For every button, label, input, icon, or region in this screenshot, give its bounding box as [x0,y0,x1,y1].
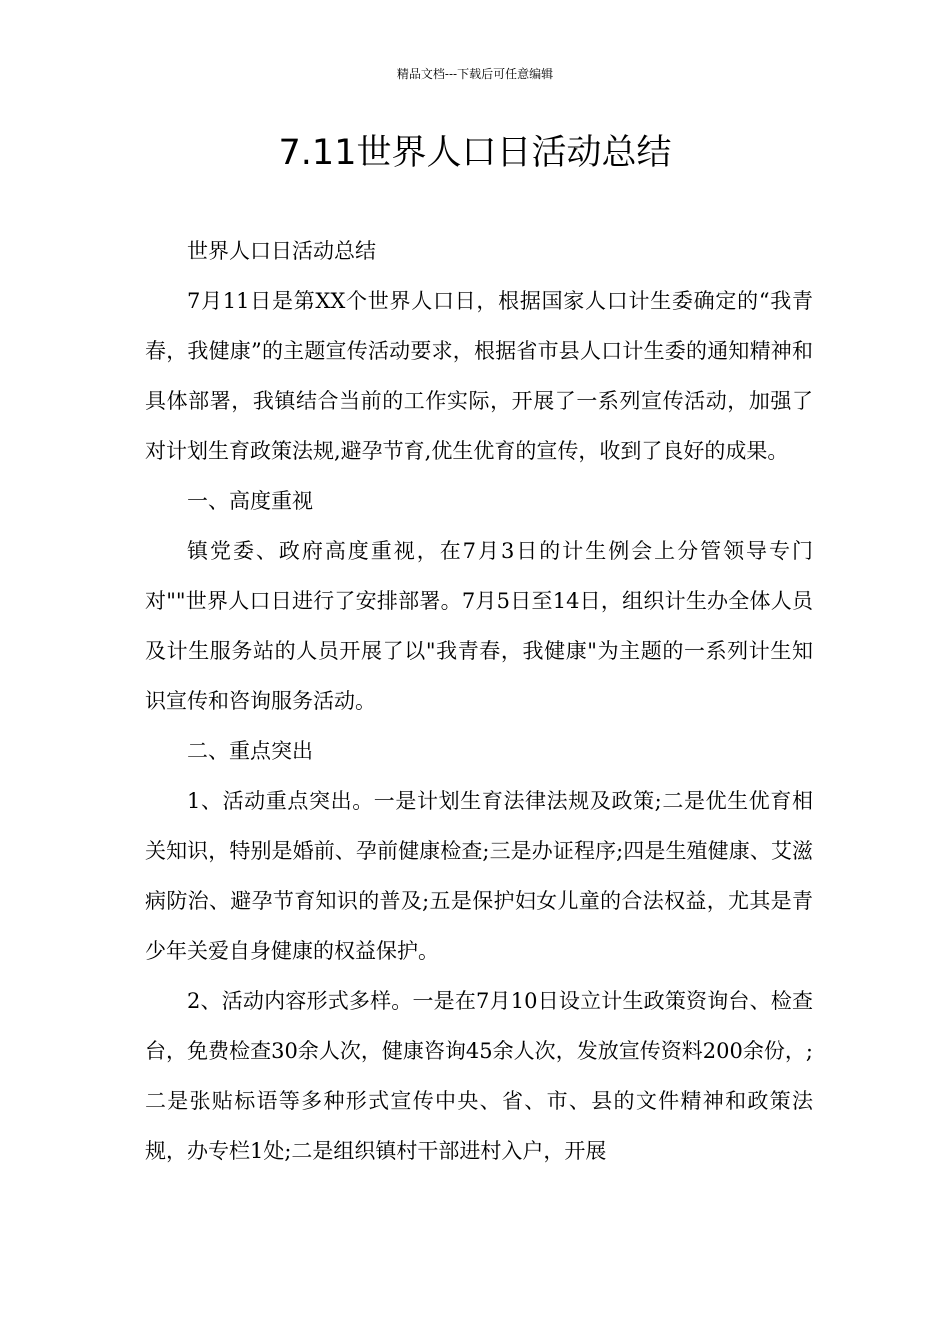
document-title: 7.11世界人口日活动总结 [278,133,672,173]
paragraph-item-1: 1、活动重点突出。一是计划生育法律法规及政策;二是优生优育相关知识，特别是婚前、孕前健康检查;三是办证程序;四是生殖健康、艾滋病防治、避孕节育知识的普及;五是保护妇女儿童的合法权益，尤其是青少年关爱自身健康的权益保护。 [145,789,813,963]
section-heading-1: 一、高度重视 [187,489,313,513]
paragraph-subtitle: 世界人口日活动总结 [187,239,376,263]
paragraph-section-1: 镇党委、政府高度重视，在7月3日的计生例会上分管领导专门对""世界人口日进行了安排部署。7月5日至14日，组织计生办全体人员及计生服务站的人员开展了以"我青春，我健康"为主题的一系列计生知识宣传和咨询服务活动。 [145,539,813,713]
header-note: 精品文档---下载后可任意编辑 [396,67,554,81]
paragraph-item-2: 2、活动内容形式多样。一是在7月10日设立计生政策资询台、检查台，免费检查30余人次，健康咨询45余人次，发放宣传资料200余份，;二是张贴标语等多种形式宣传中央、省、市、县的文件精神和政策法规，办专栏1处;二是组织镇村干部进村入户，开展 [145,989,813,1163]
document-body [145,226,813,1176]
paragraph-intro: 7月11日是第XX个世界人口日，根据国家人口计生委确定的“我青春，我健康”的主题宣传活动要求，根据省市县人口计生委的通知精神和具体部署，我镇结合当前的工作实际，开展了一系列宣传活动，加强了对计划生育政策法规,避孕节育,优生优育的宣传，收到了良好的成果。 [145,289,813,463]
section-heading-2: 二、重点突出 [187,739,313,763]
